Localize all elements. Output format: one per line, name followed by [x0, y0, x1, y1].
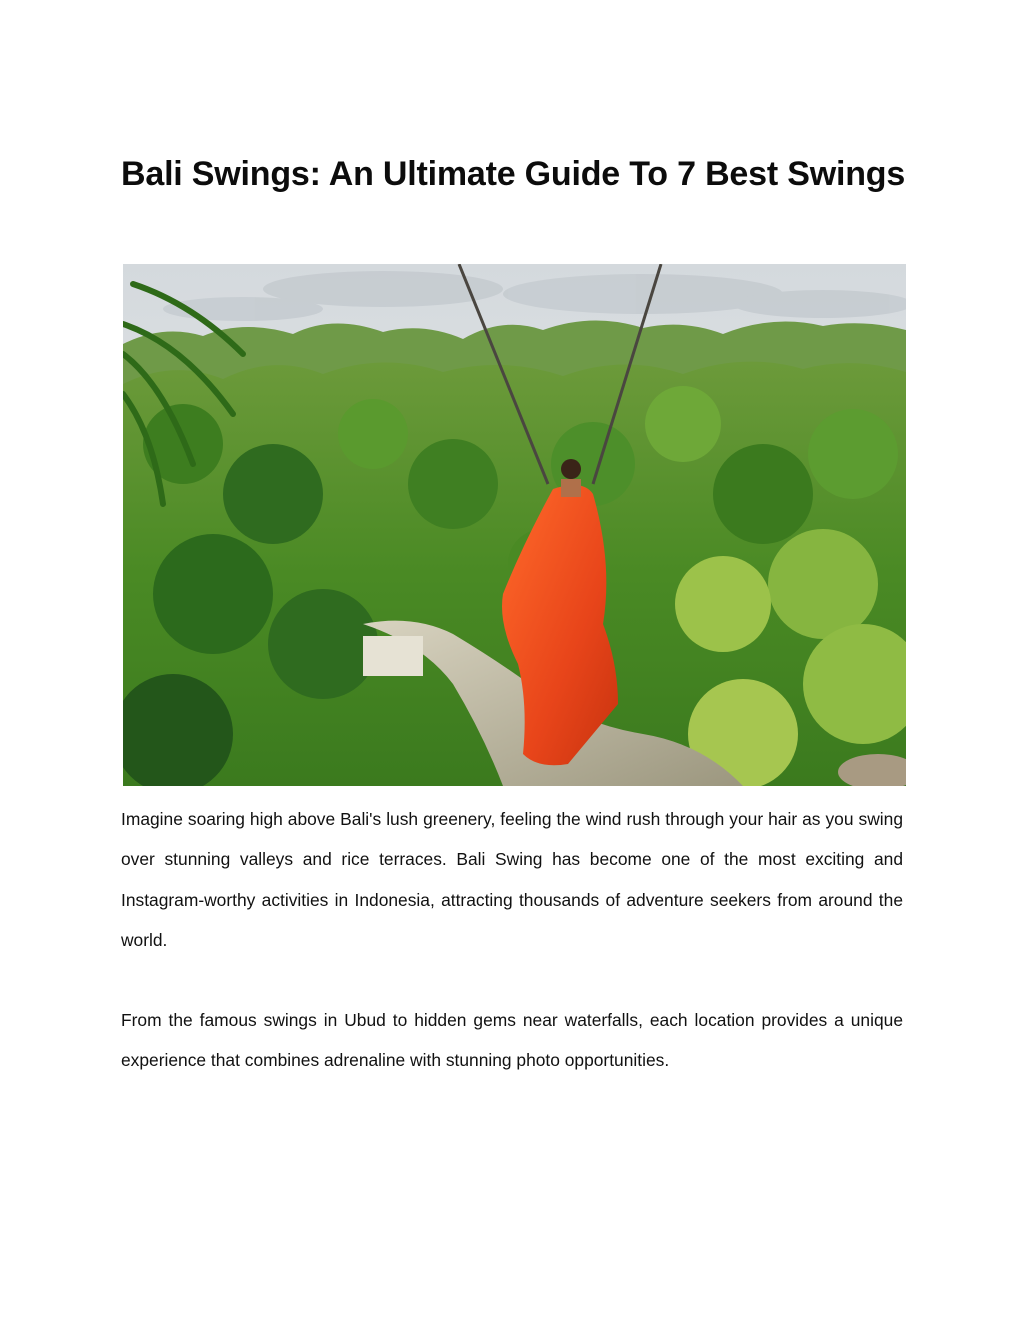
- intro-paragraph: Imagine soaring high above Bali's lush greenery, feeling the wind rush through your hair as you swing over stunning valleys and rice terraces. Bali Swing has become one of the most exciting and Instagram-worthy activities in Indonesia, attracting thousands of adventure seekers from around the world.: [121, 809, 903, 950]
- shoulders: [561, 479, 581, 497]
- swing-photo: [123, 264, 906, 786]
- locations-paragraph: From the famous swings in Ubud to hidden gems near waterfalls, each location provides a unique experience that combines adrenaline with stunning photo opportunities.: [121, 1010, 903, 1071]
- hero-image: [123, 264, 906, 786]
- weir: [363, 636, 423, 676]
- page-title: Bali Swings: An Ultimate Guide To 7 Best Swings: [121, 155, 906, 193]
- head: [561, 459, 581, 479]
